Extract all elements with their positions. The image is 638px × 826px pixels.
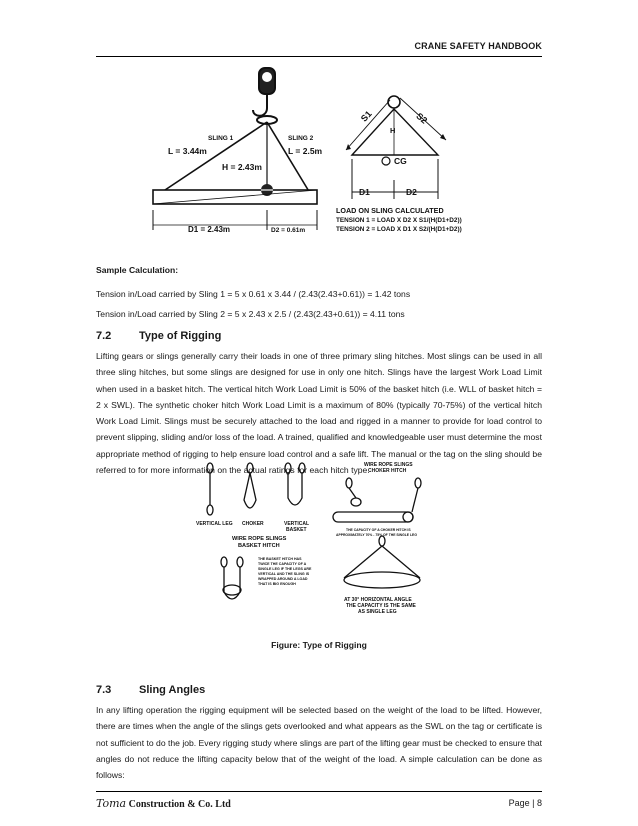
- company-name: Construction & Co. Ltd: [126, 799, 231, 810]
- label-wire-rope-choker-2: CHOKER HITCH: [368, 468, 407, 474]
- company-brand: Toma: [96, 797, 127, 810]
- footer-company: [96, 797, 231, 810]
- section-7-3-body: In any lifting operation the rigging equipment will be selected based on the weight of the load to be lifted. However, there are times when the angle of the slings gets overlooked and what appears as the SWL on the tag or certificate is not sufficient to do the job. Every rigging study where slings are part of the lifting gear must be checked to ensure that angles do not reduce the lifting capacity below that of the weight of the load. A simple calculation can be done as follows:: [96, 705, 543, 781]
- label-vertical-basket-2: BASKET: [286, 527, 307, 533]
- label-basket-note-6: THAT IS BIG ENOUGH: [258, 582, 296, 586]
- section-title: Sling Angles: [139, 684, 206, 696]
- section-number: 7.2: [96, 330, 112, 342]
- section-7-3-heading: [96, 684, 205, 696]
- label-angle-note-1: AT 30° HORIZONTAL ANGLE: [344, 597, 412, 603]
- section-7-2-heading: [96, 330, 221, 342]
- h-letter: H: [390, 126, 396, 135]
- sling2-label: SLING 2: [288, 135, 314, 142]
- sling-calculation-figure: [150, 62, 490, 237]
- label-choker-capacity-2: APPROXIMATELY 70% - 75% OF THE SINGLE LEG: [336, 533, 417, 537]
- label-wire-rope-basket-2: BASKET HITCH: [238, 543, 280, 549]
- rigging-types-figure: [196, 460, 442, 630]
- cg-label: CG: [394, 156, 407, 166]
- d2-short: D2: [406, 187, 417, 197]
- header-title: CRANE SAFETY HANDBOOK: [414, 41, 542, 51]
- label-wire-rope-basket-1: WIRE ROPE SLINGS: [232, 536, 287, 542]
- d1-short: D1: [359, 187, 370, 197]
- s1-label: S1: [358, 108, 374, 124]
- section-title: Type of Rigging: [139, 330, 222, 342]
- height-label: H = 2.43m: [222, 162, 262, 172]
- crane-hook-icon: [253, 68, 277, 124]
- sling2-length: L = 2.5m: [288, 146, 323, 156]
- d1-dimension: D1 = 2.43m: [188, 225, 231, 234]
- sling-schematic: [346, 96, 446, 199]
- formula-title: LOAD ON SLING CALCULATED: [336, 206, 444, 215]
- label-basket-note-4: VERTICAL AND THE SLING IS: [258, 572, 310, 576]
- section-number: 7.3: [96, 684, 112, 696]
- sample-calculation-line1: Tension in/Load carried by Sling 1 = 5 x 0.61 x 3.44 / (2.43(2.43+0.61)) = 1.42 tons: [96, 289, 411, 299]
- label-basket-note-3: SINGLE LEG IF THE LEGS ARE: [258, 567, 312, 571]
- sample-calculation-heading: Sample Calculation:: [96, 265, 179, 275]
- label-choker-capacity-1: THE CAPACITY OF A CHOKER HITCH IS: [346, 528, 411, 532]
- label-wire-rope-choker-1: WIRE ROPE SLINGS: [364, 462, 413, 468]
- label-choker: CHOKER: [242, 521, 264, 527]
- formula-tension1: TENSION 1 = LOAD X D2 X S1/(H(D1+D2)): [336, 217, 462, 224]
- footer-divider: [96, 791, 542, 792]
- sling1-length: L = 3.44m: [168, 146, 207, 156]
- label-basket-note-5: WRAPPED AROUND A LOAD: [258, 577, 308, 581]
- label-angle-note-2: THE CAPACITY IS THE SAME: [346, 603, 416, 609]
- label-angle-note-3: AS SINGLE LEG: [358, 609, 397, 615]
- label-basket-note-1: THE BASKET HITCH HAS: [258, 557, 302, 561]
- header-divider: [96, 56, 542, 57]
- label-vertical-basket-1: VERTICAL: [284, 521, 309, 527]
- sample-calculation-line2: Tension in/Load carried by Sling 2 = 5 x 2.43 x 2.5 / (2.43(2.43+0.61)) = 4.11 tons: [96, 309, 405, 319]
- d2-dimension: D2 = 0.61m: [271, 227, 306, 234]
- label-basket-note-2: TWICE THE CAPACITY OF A: [258, 562, 307, 566]
- label-vertical-leg: VERTICAL LEG: [196, 521, 233, 527]
- s2-label: S2: [414, 110, 430, 126]
- formula-tension2: TENSION 2 = LOAD X D1 X S2/(H(D1+D2)): [336, 226, 462, 233]
- sling1-label: SLING 1: [208, 135, 234, 142]
- page-number: Page | 8: [508, 798, 542, 808]
- figure-caption: Figure: Type of Rigging: [271, 640, 367, 650]
- section-7-2-body: Lifting gears or slings generally carry their loads in one of three primary sling hitches. Most slings can be used in all three sling hitches, but some slings are designed for use in only one hitch. Slings have the largest Work Load Limit when used in a basket hitch. The vertical hitch Work Load Limit is 50% of the basket hitch (i.e. WLL of basket hitch = 2 x SWL). The synthetic choker hitch Work Load Limit is a maximum of 80% (typically 70-75%) of the vertical hitch Work Load Limit. Slings must be securely attached to the load and rigged in a manner to provide for load control to prevent slipping, sliding and/or loss of the load. A trained, qualified and knowledgeable user must determine the most appropriate method of rigging to help ensure load control and a safe lift. The manual or the tag on the sling should be referred to for more information on the actual ratings for each hitch type.: [96, 351, 542, 476]
